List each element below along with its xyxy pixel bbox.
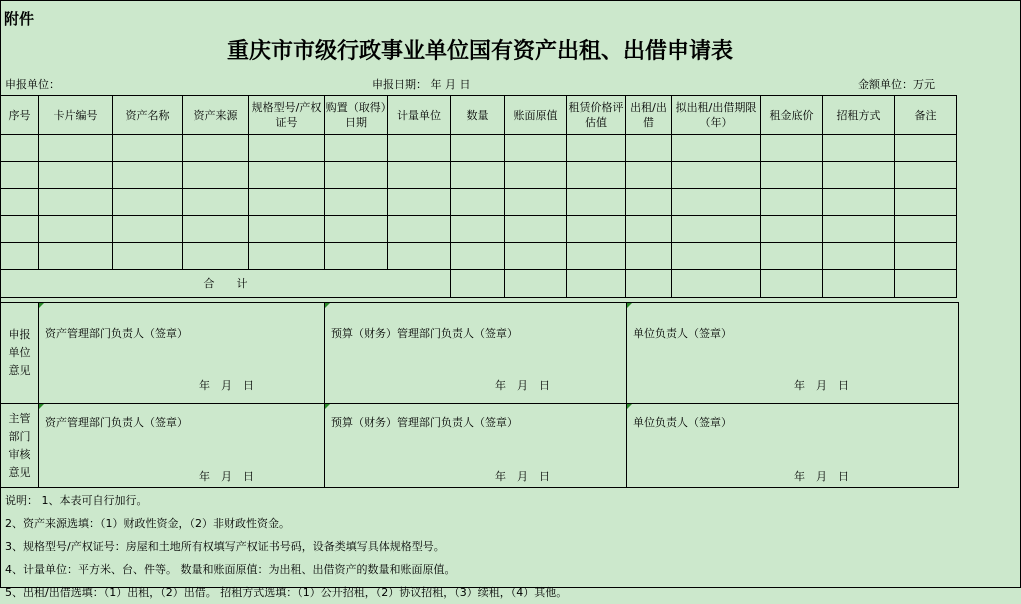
table-cell[interactable] (39, 162, 113, 189)
table-cell[interactable] (183, 216, 249, 243)
table-cell[interactable] (249, 162, 325, 189)
table-cell[interactable] (505, 135, 567, 162)
col-header-spec: 规格型号/产权证号 (249, 96, 325, 135)
table-cell[interactable] (325, 243, 388, 270)
col-header-unit: 计量单位 (388, 96, 451, 135)
signature-cell[interactable] (325, 404, 627, 488)
table-row (1, 189, 957, 216)
table-cell[interactable] (895, 243, 957, 270)
table-cell[interactable] (325, 216, 388, 243)
total-cell[interactable] (567, 270, 626, 298)
signature-cell[interactable] (325, 303, 627, 404)
table-cell[interactable] (505, 162, 567, 189)
table-cell[interactable] (39, 189, 113, 216)
total-row (1, 270, 957, 298)
note-line: 3、规格型号/产权证号：房屋和土地所有权填写产权证书号码，设备类填写具体规格型号。 (5, 540, 445, 553)
table-cell[interactable] (761, 162, 823, 189)
cell-marker-icon (627, 404, 632, 409)
table-cell[interactable] (895, 189, 957, 216)
col-header-tender-method: 招租方式 (823, 96, 895, 135)
table-cell[interactable] (626, 162, 672, 189)
cell-marker-icon (325, 303, 330, 308)
applicant-unit-label: 申报单位： (5, 78, 60, 91)
amount-unit-label: 金额单位：万元 (858, 78, 935, 91)
signer-label: 资产管理部门负责人（签章） (45, 327, 188, 340)
note-line: 5、出租/出借选填：（1）出租，（2）出借。 招租方式选填：（1）公开招租，（2）协议招租，（3）续租，（4）其他。 (5, 586, 568, 599)
table-cell[interactable] (325, 162, 388, 189)
table-cell[interactable] (505, 189, 567, 216)
col-header-lease-or-lend: 出租/出借 (626, 96, 672, 135)
col-header-acquire-date: 购置（取得）日期 (325, 96, 388, 135)
table-cell[interactable] (626, 216, 672, 243)
table-cell[interactable] (1, 243, 39, 270)
attachment-label: 附件 (4, 10, 35, 28)
notes-block (5, 489, 567, 604)
table-cell[interactable] (672, 216, 761, 243)
table-cell[interactable] (1, 162, 39, 189)
table-cell[interactable] (895, 135, 957, 162)
total-cell[interactable] (626, 270, 672, 298)
applicant-opinion-label (1, 303, 39, 404)
table-cell[interactable] (626, 135, 672, 162)
table-cell[interactable] (505, 216, 567, 243)
signer-label: 预算（财务）管理部门负责人（签章） (331, 416, 518, 429)
asset-table (0, 95, 957, 298)
table-cell[interactable] (626, 243, 672, 270)
table-cell[interactable] (183, 135, 249, 162)
table-cell[interactable] (1, 189, 39, 216)
signature-date: 年 月 日 (495, 379, 550, 392)
header-row (1, 96, 957, 135)
table-cell[interactable] (325, 135, 388, 162)
signer-label: 预算（财务）管理部门负责人（签章） (331, 327, 518, 340)
col-header-asset-name: 资产名称 (113, 96, 183, 135)
signature-cell[interactable] (627, 404, 959, 488)
table-cell[interactable] (567, 216, 626, 243)
table-cell[interactable] (567, 243, 626, 270)
table-cell[interactable] (39, 243, 113, 270)
section-label-text: 主管 部门 审核 意见 (8, 411, 31, 479)
signer-label: 单位负责人（签章） (633, 327, 732, 340)
supervisor-opinion-row (1, 404, 959, 488)
table-cell[interactable] (39, 216, 113, 243)
col-header-asset-source: 资产来源 (183, 96, 249, 135)
table-cell[interactable] (1, 216, 39, 243)
form-title: 重庆市市级行政事业单位国有资产出租、出借申请表 (226, 38, 733, 64)
table-cell[interactable] (451, 189, 505, 216)
total-cell[interactable] (761, 270, 823, 298)
table-cell[interactable] (672, 135, 761, 162)
cell-marker-icon (627, 303, 632, 308)
table-cell[interactable] (249, 189, 325, 216)
table-cell[interactable] (388, 135, 451, 162)
table-row (1, 135, 957, 162)
note-line: 2、资产来源选填：（1）财政性资金，（2）非财政性资金。 (5, 517, 290, 530)
table-cell[interactable] (451, 243, 505, 270)
table-cell[interactable] (823, 135, 895, 162)
table-cell[interactable] (761, 189, 823, 216)
signature-date: 年 月 日 (199, 470, 254, 483)
table-cell[interactable] (249, 216, 325, 243)
cell-marker-icon (39, 404, 44, 409)
total-cell[interactable] (505, 270, 567, 298)
table-cell[interactable] (567, 189, 626, 216)
col-header-reserve-rent: 租金底价 (761, 96, 823, 135)
signature-date: 年 月 日 (794, 379, 849, 392)
table-cell[interactable] (388, 189, 451, 216)
cell-marker-icon (39, 303, 44, 308)
col-header-card-no: 卡片编号 (39, 96, 113, 135)
table-cell[interactable] (183, 189, 249, 216)
table-cell[interactable] (113, 189, 183, 216)
table-cell[interactable] (183, 243, 249, 270)
table-row (1, 162, 957, 189)
table-cell[interactable] (505, 243, 567, 270)
table-cell[interactable] (325, 189, 388, 216)
total-cell[interactable] (451, 270, 505, 298)
table-cell[interactable] (451, 216, 505, 243)
signer-label: 单位负责人（签章） (633, 416, 732, 429)
table-cell[interactable] (113, 243, 183, 270)
signature-cell[interactable] (627, 303, 959, 404)
total-cell[interactable] (823, 270, 895, 298)
table-cell[interactable] (113, 162, 183, 189)
col-header-quantity: 数量 (451, 96, 505, 135)
table-cell[interactable] (823, 162, 895, 189)
total-cell[interactable] (672, 270, 761, 298)
table-cell[interactable] (388, 162, 451, 189)
table-row (1, 216, 957, 243)
table-cell[interactable] (823, 243, 895, 270)
col-header-index: 序号 (1, 96, 39, 135)
table-cell[interactable] (451, 135, 505, 162)
table-cell[interactable] (672, 162, 761, 189)
table-cell[interactable] (672, 243, 761, 270)
signature-cell[interactable] (39, 404, 325, 488)
table-cell[interactable] (249, 135, 325, 162)
table-cell[interactable] (672, 189, 761, 216)
table-cell[interactable] (895, 216, 957, 243)
apply-date-label: 申报日期： 年 月 日 (372, 78, 471, 91)
table-cell[interactable] (451, 162, 505, 189)
table-cell[interactable] (761, 135, 823, 162)
supervisor-opinion-label (1, 404, 39, 488)
col-header-term: 拟出租/出借期限（年） (672, 96, 761, 135)
opinion-table (0, 302, 959, 488)
applicant-opinion-row (1, 303, 959, 404)
total-label: 合 计 (1, 270, 451, 298)
table-cell[interactable] (39, 135, 113, 162)
total-cell[interactable] (895, 270, 957, 298)
cell-marker-icon (325, 404, 330, 409)
col-header-remarks: 备注 (895, 96, 957, 135)
signature-date: 年 月 日 (495, 470, 550, 483)
table-cell[interactable] (113, 135, 183, 162)
table-cell[interactable] (761, 216, 823, 243)
table-cell[interactable] (567, 162, 626, 189)
signer-label: 资产管理部门负责人（签章） (45, 416, 188, 429)
note-line: 4、计量单位：平方米、台、件等。 数量和账面原值：为出租、出借资产的数量和账面原值。 (5, 563, 456, 576)
table-cell[interactable] (1, 135, 39, 162)
table-cell[interactable] (249, 243, 325, 270)
table-cell[interactable] (823, 216, 895, 243)
signature-date: 年 月 日 (794, 470, 849, 483)
table-cell[interactable] (761, 243, 823, 270)
col-header-book-value: 账面原值 (505, 96, 567, 135)
col-header-lease-appraisal: 租赁价格评估值 (567, 96, 626, 135)
signature-date: 年 月 日 (199, 379, 254, 392)
table-cell[interactable] (895, 162, 957, 189)
table-cell[interactable] (388, 243, 451, 270)
table-cell[interactable] (567, 135, 626, 162)
table-cell[interactable] (823, 189, 895, 216)
signature-cell[interactable] (39, 303, 325, 404)
table-cell[interactable] (113, 216, 183, 243)
table-cell[interactable] (626, 189, 672, 216)
table-cell[interactable] (388, 216, 451, 243)
table-row (1, 243, 957, 270)
note-line: 说明： 1、本表可自行加行。 (5, 494, 148, 507)
section-label-text: 申报 单位 意见 (8, 328, 31, 377)
table-cell[interactable] (183, 162, 249, 189)
